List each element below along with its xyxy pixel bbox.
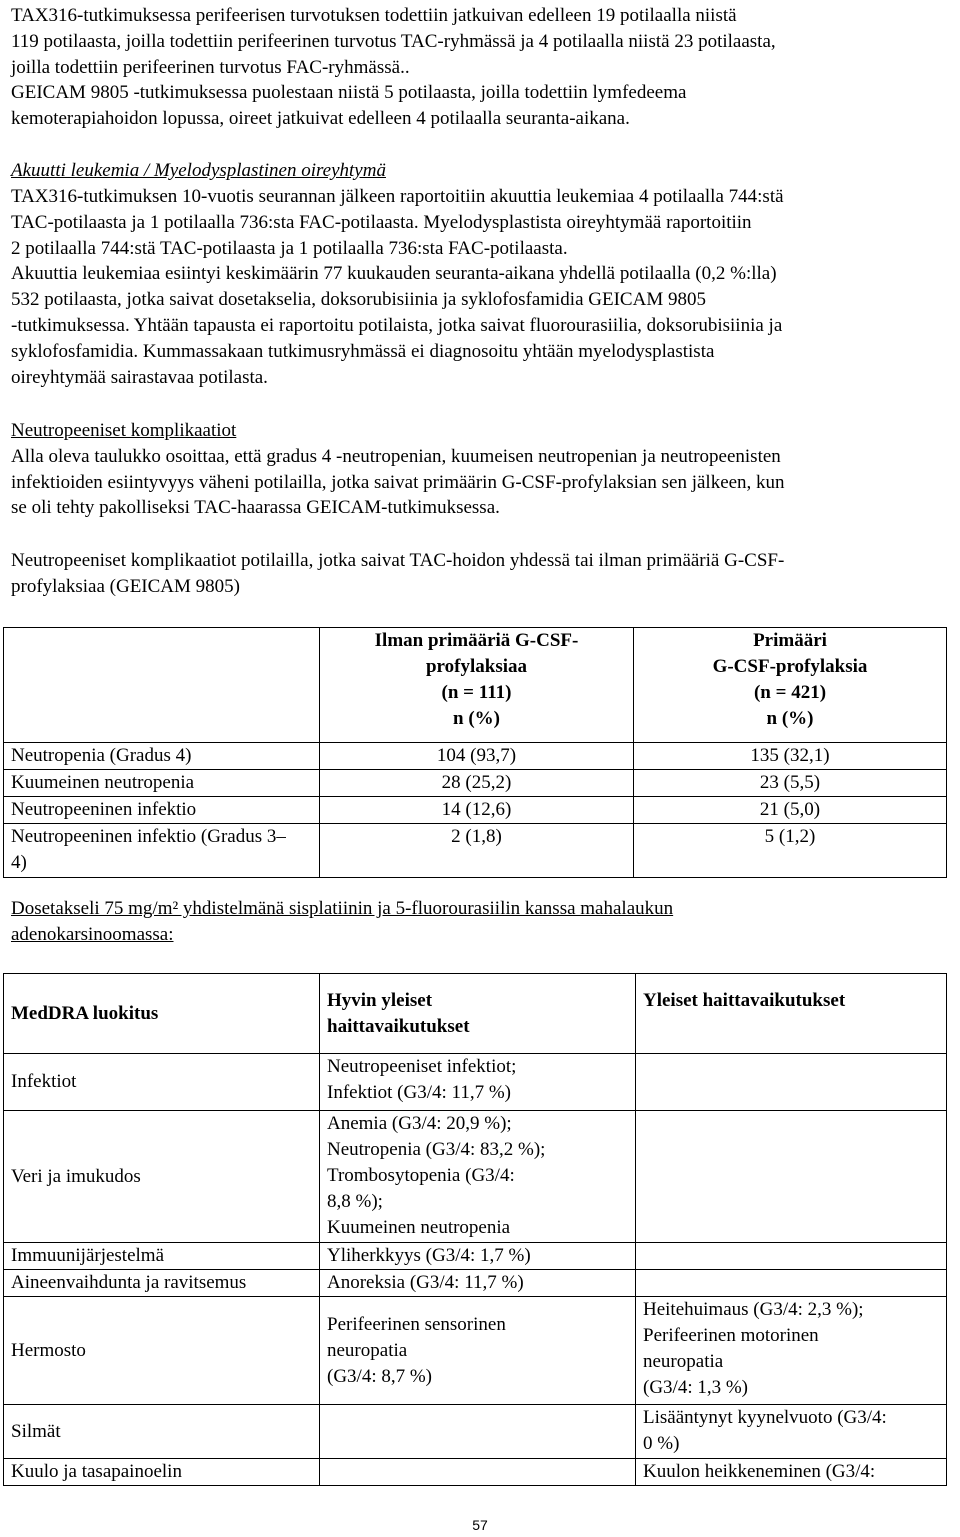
row-value: 2 (1,8) xyxy=(320,824,634,878)
table-row xyxy=(4,824,947,878)
leukemia-line-2: TAC-potilaasta ja 1 potilaalla 736:sta FAC-potilaasta. Myelodysplastista oireyhtymää raportoitiin xyxy=(11,212,752,233)
page-number: 57 xyxy=(472,1517,488,1533)
para1-line-5: kemoterapiahoidon lopussa, oireet jatkuivat edelleen 4 potilaalla seuranta-aikana. xyxy=(11,108,630,129)
neutro-line-2: infektioiden esiintyvyys väheni potilailla, jotka saivat primäärin G-CSF-profylaksian sen jälkeen, kun xyxy=(11,472,785,493)
row-label: Aineenvaihdunta ja ravitsemus xyxy=(4,1270,320,1297)
header-cell-with-gcsf: Primääri G-CSF-profylaksia (n = 421) n (%) xyxy=(634,628,947,743)
row-label: Neutropenia (Gradus 4) xyxy=(4,743,320,770)
leukemia-line-4: Akuuttia leukemiaa esiintyi keskimäärin 77 kuukauden seuranta-aikana yhdellä potilaalla (0,2 %:lla) xyxy=(11,263,777,284)
row-value: Anemia (G3/4: 20,9 %); Neutropenia (G3/4: 83,2 %); Trombosytopenia (G3/4: 8,8 %); Kuumeinen neutropenia xyxy=(320,1111,636,1243)
table-row xyxy=(4,1459,947,1486)
row-value xyxy=(320,1459,636,1486)
row-label: Veri ja imukudos xyxy=(4,1111,320,1243)
table-row xyxy=(4,1297,947,1405)
table-header-row xyxy=(4,628,947,743)
table-header-row xyxy=(4,974,947,1054)
row-label: Neutropeeninen infektio (Gradus 3– 4) xyxy=(4,824,320,878)
table-row xyxy=(4,743,947,770)
row-value xyxy=(320,1405,636,1459)
table-row xyxy=(4,797,947,824)
row-value xyxy=(636,1111,947,1243)
row-label: Kuulo ja tasapainoelin xyxy=(4,1459,320,1486)
neutro-heading: Neutropeeniset komplikaatiot xyxy=(11,420,237,441)
header-cell-without-gcsf: Ilman primääriä G-CSF- profylaksiaa (n = 111) n (%) xyxy=(320,628,634,743)
dose-heading-line-2: adenokarsinoomassa: xyxy=(11,924,174,945)
leukemia-line-7: syklofosfamidia. Kummassakaan tutkimusryhmässä ei diagnosoitu yhtään myelodysplastista xyxy=(11,341,715,362)
row-value: 28 (25,2) xyxy=(320,770,634,797)
row-value xyxy=(636,1270,947,1297)
para1-line-1: TAX316-tutkimuksessa perifeerisen turvotuksen todettiin jatkuivan edelleen 19 potilaalla niistä xyxy=(11,5,737,26)
row-value: Neutropeeniset infektiot; Infektiot (G3/4: 11,7 %) xyxy=(320,1054,636,1111)
leukemia-heading: Akuutti leukemia / Myelodysplastinen oireyhtymä xyxy=(11,160,386,181)
table-row xyxy=(4,1243,947,1270)
row-label: Silmät xyxy=(4,1405,320,1459)
header-cell-very-common: Hyvin yleiset haittavaikutukset xyxy=(320,974,636,1054)
row-label: Immuunijärjestelmä xyxy=(4,1243,320,1270)
row-value: 5 (1,2) xyxy=(634,824,947,878)
row-label: Kuumeinen neutropenia xyxy=(4,770,320,797)
row-value: Anoreksia (G3/4: 11,7 %) xyxy=(320,1270,636,1297)
header-cell-meddra: MedDRA luokitus xyxy=(4,974,320,1054)
row-value: 104 (93,7) xyxy=(320,743,634,770)
table1-title-line-1: Neutropeeniset komplikaatiot potilailla, jotka saivat TAC-hoidon yhdessä tai ilman primääriä G-CSF- xyxy=(11,550,785,571)
header-cell-common: Yleiset haittavaikutukset xyxy=(636,974,947,1054)
dose-heading-line-1: Dosetakseli 75 mg/m² yhdistelmänä sisplatiinin ja 5-fluorourasiilin kanssa mahalaukun xyxy=(11,898,674,919)
leukemia-line-3: 2 potilaalla 744:stä TAC-potilaasta ja 1 potilaalla 736:sta FAC-potilaasta. xyxy=(11,238,568,259)
row-value: Perifeerinen sensorinen neuropatia (G3/4: 8,7 %) xyxy=(320,1297,636,1405)
table1-title-line-2: profylaksiaa (GEICAM 9805) xyxy=(11,576,241,597)
table-row xyxy=(4,1054,947,1111)
para1-line-3: joilla todettiin perifeerinen turvotus FAC-ryhmässä.. xyxy=(11,57,410,78)
table-row xyxy=(4,1405,947,1459)
row-value: Heitehuimaus (G3/4: 2,3 %); Perifeerinen motorinen neuropatia (G3/4: 1,3 %) xyxy=(636,1297,947,1405)
header-cell-empty xyxy=(4,628,320,743)
para1-line-4: GEICAM 9805 -tutkimuksessa puolestaan niistä 5 potilaasta, joilla todettiin lymfedeema xyxy=(11,82,687,103)
row-value: 21 (5,0) xyxy=(634,797,947,824)
leukemia-line-5: 532 potilaasta, jotka saivat dosetakselia, doksorubisiinia ja syklofosfamidia GEICAM 9805 xyxy=(11,289,706,310)
row-value: Kuulon heikkeneminen (G3/4: xyxy=(636,1459,947,1486)
neutro-line-3: se oli tehty pakolliseksi TAC-haarassa GEICAM-tutkimuksessa. xyxy=(11,497,500,518)
row-value: Lisääntynyt kyynelvuoto (G3/4: 0 %) xyxy=(636,1405,947,1459)
adverse-effects-table xyxy=(3,973,947,1486)
row-value: 135 (32,1) xyxy=(634,743,947,770)
table-row xyxy=(4,1111,947,1243)
row-value: 14 (12,6) xyxy=(320,797,634,824)
leukemia-line-6: -tutkimuksessa. Yhtään tapausta ei raportoitu potilaista, jotka saivat fluorourasiilia, doksorubisiinia ja xyxy=(11,315,783,336)
row-label: Hermosto xyxy=(4,1297,320,1405)
table-row xyxy=(4,770,947,797)
row-value xyxy=(636,1243,947,1270)
table-row xyxy=(4,1270,947,1297)
row-label: Infektiot xyxy=(4,1054,320,1111)
neutropenia-table xyxy=(3,627,947,878)
leukemia-line-8: oireyhtymää sairastavaa potilasta. xyxy=(11,367,268,388)
row-value xyxy=(636,1054,947,1111)
row-value: Yliherkkyys (G3/4: 1,7 %) xyxy=(320,1243,636,1270)
leukemia-line-1: TAX316-tutkimuksen 10-vuotis seurannan jälkeen raportoitiin akuuttia leukemiaa 4 potilaalla 744:stä xyxy=(11,186,784,207)
row-label: Neutropeeninen infektio xyxy=(4,797,320,824)
para1-line-2: 119 potilaasta, joilla todettiin perifeerinen turvotus TAC-ryhmässä ja 4 potilaalla niistä 23 potilaasta, xyxy=(11,31,776,52)
neutro-line-1: Alla oleva taulukko osoittaa, että gradus 4 -neutropenian, kuumeisen neutropenian ja neutropeenisten xyxy=(11,446,781,467)
row-value: 23 (5,5) xyxy=(634,770,947,797)
